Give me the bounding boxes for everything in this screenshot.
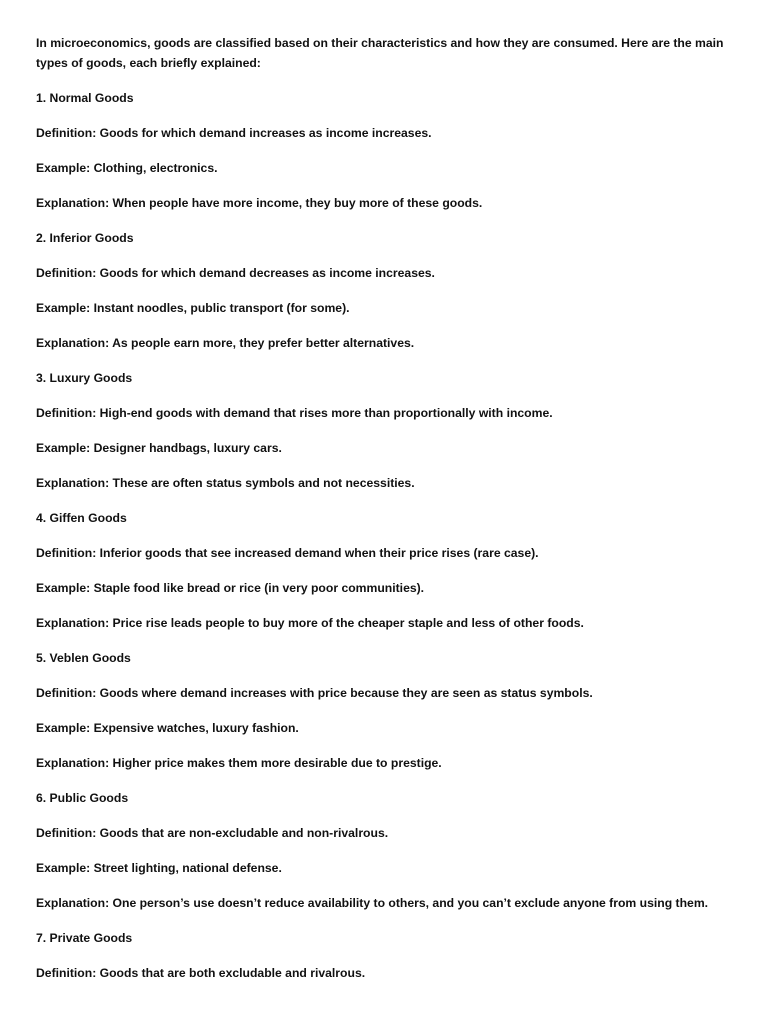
explanation-text: Explanation: Price rise leads people to buy more of the cheaper staple and less of other foods. bbox=[36, 616, 584, 630]
definition-text: Definition: Goods for which demand increases as income increases. bbox=[36, 126, 432, 140]
definition-text: Definition: Goods that are both excludable and rivalrous. bbox=[36, 966, 366, 980]
definition-text: Definition: Inferior goods that see increased demand when their price rises (rare case). bbox=[36, 546, 539, 560]
example-text: Example: Clothing, electronics. bbox=[36, 161, 218, 175]
section-heading: 4. Giffen Goods bbox=[36, 511, 127, 525]
explanation-text: Explanation: As people earn more, they prefer better alternatives. bbox=[36, 336, 415, 350]
definition-text: Definition: High-end goods with demand that rises more than proportionally with income. bbox=[36, 406, 553, 420]
section-private-goods bbox=[36, 928, 736, 983]
definition-text: Definition: Goods where demand increases with price because they are seen as status symbols. bbox=[36, 686, 593, 700]
definition-text: Definition: Goods for which demand decreases as income increases. bbox=[36, 266, 435, 280]
explanation-text: Explanation: One person’s use doesn’t reduce availability to others, and you can’t exclude anyone from using them. bbox=[36, 896, 709, 910]
example-text: Example: Street lighting, national defense. bbox=[36, 861, 282, 875]
example-text: Example: Designer handbags, luxury cars. bbox=[36, 441, 282, 455]
example-text: Example: Staple food like bread or rice (in very poor communities). bbox=[36, 581, 425, 595]
section-heading: 7. Private Goods bbox=[36, 931, 133, 945]
document-page bbox=[36, 33, 736, 983]
section-heading: 2. Inferior Goods bbox=[36, 231, 134, 245]
explanation-text: Explanation: When people have more income, they buy more of these goods. bbox=[36, 196, 483, 210]
section-heading: 6. Public Goods bbox=[36, 791, 129, 805]
intro-paragraph: In microeconomics, goods are classified based on their characteristics and how they are consumed. Here are the main types of goods, each briefly explained: bbox=[36, 36, 724, 70]
section-giffen-goods bbox=[36, 508, 736, 633]
section-heading: 3. Luxury Goods bbox=[36, 371, 133, 385]
section-heading: 1. Normal Goods bbox=[36, 91, 134, 105]
example-text: Example: Expensive watches, luxury fashion. bbox=[36, 721, 299, 735]
explanation-text: Explanation: Higher price makes them more desirable due to prestige. bbox=[36, 756, 442, 770]
section-public-goods bbox=[36, 788, 736, 913]
definition-text: Definition: Goods that are non-excludable and non-rivalrous. bbox=[36, 826, 389, 840]
section-luxury-goods bbox=[36, 368, 736, 493]
section-veblen-goods bbox=[36, 648, 736, 773]
section-normal-goods bbox=[36, 88, 736, 213]
section-inferior-goods bbox=[36, 228, 736, 353]
explanation-text: Explanation: These are often status symbols and not necessities. bbox=[36, 476, 415, 490]
section-heading: 5. Veblen Goods bbox=[36, 651, 131, 665]
example-text: Example: Instant noodles, public transport (for some). bbox=[36, 301, 350, 315]
